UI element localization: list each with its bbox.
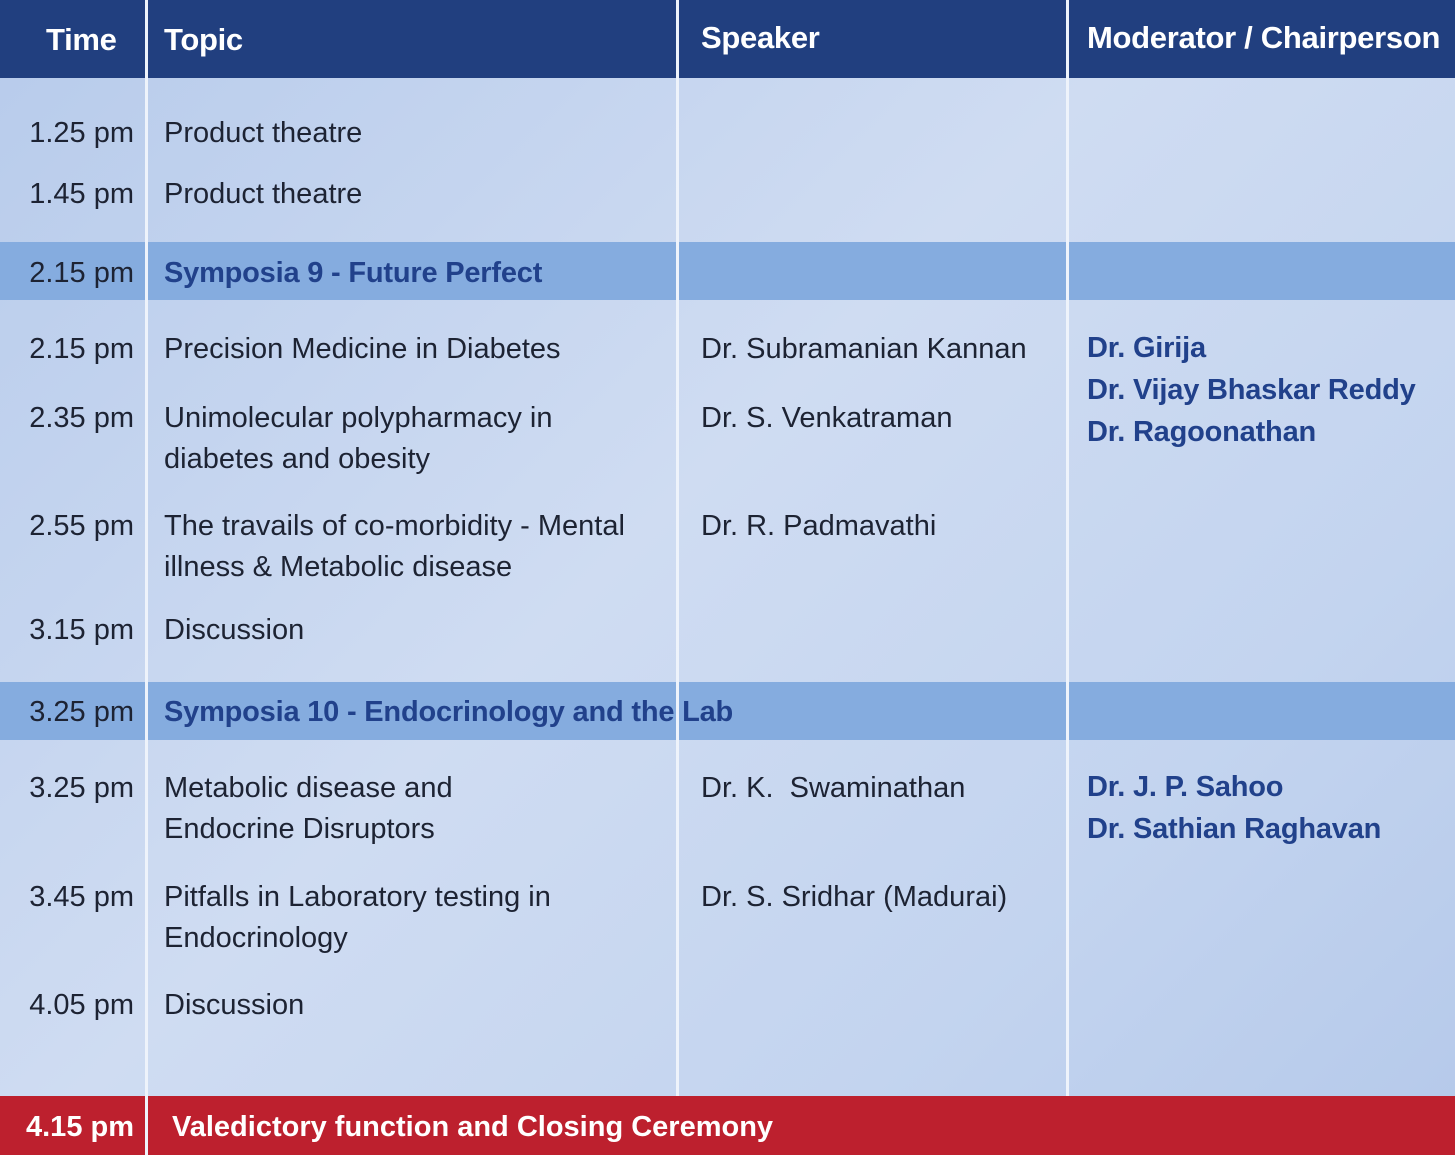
- session-speaker: Dr. Subramanian Kannan: [701, 333, 1027, 365]
- session-time: 2.35 pm: [29, 402, 134, 434]
- session-speaker: Dr. K. Swaminathan: [701, 772, 966, 804]
- column-divider: [676, 0, 679, 1096]
- session-topic: Pitfalls in Laboratory testing in: [164, 881, 551, 913]
- session-topic: The travails of co-morbidity - Mental: [164, 510, 625, 542]
- session-topic: Unimolecular polypharmacy in: [164, 402, 553, 434]
- symposia-9-time: 2.15 pm: [29, 257, 134, 289]
- session-speaker: Dr. S. Sridhar (Madurai): [701, 881, 1008, 913]
- column-divider: [145, 1096, 148, 1155]
- symposia-10-title: Symposia 10 - Endocrinology and the Lab: [164, 696, 734, 728]
- session-topic: Metabolic disease and: [164, 772, 453, 804]
- closing-title: Valedictory function and Closing Ceremony: [172, 1111, 774, 1143]
- session-topic: Discussion: [164, 989, 305, 1021]
- session-speaker: Dr. S. Venkatraman: [701, 402, 953, 434]
- session-topic: Endocrine Disruptors: [164, 813, 435, 845]
- session-topic: illness & Metabolic disease: [164, 551, 513, 583]
- session-time: 4.05 pm: [29, 989, 134, 1021]
- row-time: 1.45 pm: [29, 178, 134, 210]
- session-time: 3.15 pm: [29, 614, 134, 646]
- closing-time: 4.15 pm: [26, 1111, 134, 1143]
- symposia-9-title: Symposia 9 - Future Perfect: [164, 257, 543, 289]
- moderator-name: Dr. Ragoonathan: [1087, 416, 1317, 448]
- header-topic: Topic: [164, 22, 243, 57]
- moderator-name: Dr. Vijay Bhaskar Reddy: [1087, 374, 1416, 406]
- session-topic: Endocrinology: [164, 922, 348, 954]
- row-time: 1.25 pm: [29, 117, 134, 149]
- symposia-10-time: 3.25 pm: [29, 696, 134, 728]
- row-topic: Product theatre: [164, 117, 363, 149]
- session-time: 2.55 pm: [29, 510, 134, 542]
- header-time: Time: [46, 22, 117, 57]
- column-divider: [145, 0, 148, 1096]
- moderator-name: Dr. Girija: [1087, 332, 1206, 364]
- session-topic: Precision Medicine in Diabetes: [164, 333, 561, 365]
- header-speaker: Speaker: [701, 20, 820, 55]
- session-topic: Discussion: [164, 614, 305, 646]
- moderator-name: Dr. J. P. Sahoo: [1087, 771, 1284, 803]
- session-time: 2.15 pm: [29, 333, 134, 365]
- column-divider: [1066, 0, 1069, 1096]
- session-time: 3.25 pm: [29, 772, 134, 804]
- session-topic: diabetes and obesity: [164, 443, 431, 475]
- header-moderator: Moderator / Chairperson: [1087, 20, 1441, 55]
- moderator-name: Dr. Sathian Raghavan: [1087, 813, 1382, 845]
- session-time: 3.45 pm: [29, 881, 134, 913]
- session-speaker: Dr. R. Padmavathi: [701, 510, 937, 542]
- row-topic: Product theatre: [164, 178, 363, 210]
